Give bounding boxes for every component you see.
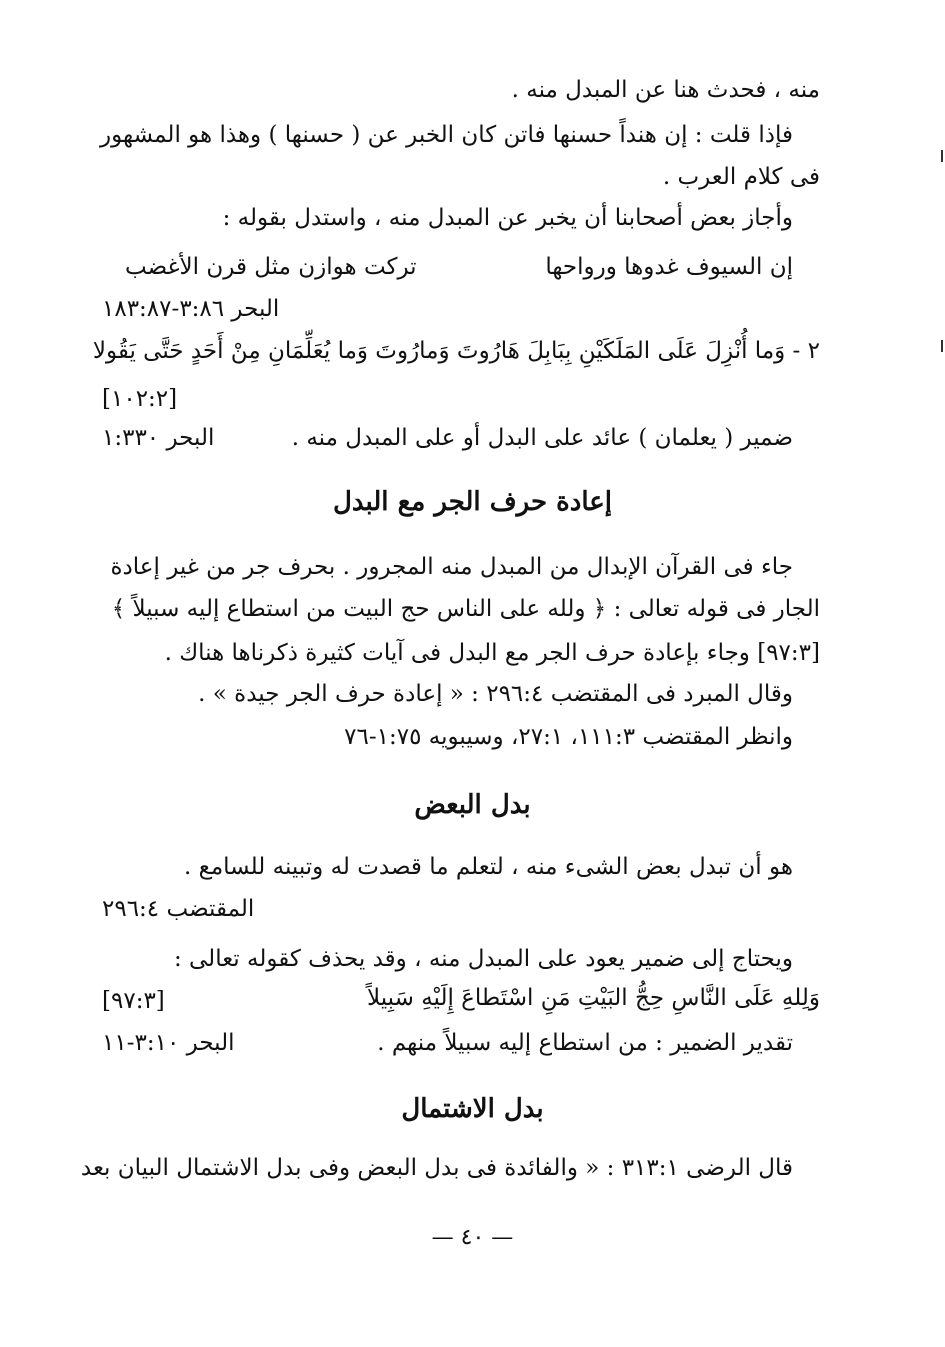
text-line: قال الرضى ٣١٣:١ : « والفائدة فى بدل البعض وفى بدل الاشتمال البيان بعد (80, 1155, 793, 1181)
text-line: [٩٧:٣] وجاء بإعادة حرف الجر مع البدل فى آيات كثيرة ذكرناها هناك . (164, 640, 820, 666)
text-line: هو أن تبدل بعض الشىء منه ، لتعلم ما قصدت له وتبينه للسامع . (183, 854, 793, 880)
text-line: وقال المبرد فى المقتضب ٢٩٦:٤ : « إعادة حرف الجر جيدة » . (198, 681, 793, 707)
text-line: الجار فى قوله تعالى : ﴿ ولله على الناس حج البيت من استطاع إليه سبيلاً ﴾ (111, 596, 820, 622)
quran-verse-line: ٢ - وَما أُنْزِلَ عَلَى المَلَكَيْنِ بِبَابِلَ هَارُوتَ وَمارُوتَ وَما يُعَلِّمَانِ مِنْ أَحَدٍ حَتَّى يَقُولا (92, 338, 820, 364)
text-line: وانظر المقتضب ١١١:٣، ٢٧:١، وسيبويه ١:٧٥-٧٦ (344, 724, 793, 750)
text-line: وأجاز بعض أصحابنا أن يخبر عن المبدل منه ، واستدل بقوله : (222, 205, 793, 231)
quran-verse-line: وَلِلهِ عَلَى النَّاسِ حِجُّ البَيْتِ مَنِ اسْتَطاعَ إِلَيْهِ سَبِيلاً (367, 985, 820, 1011)
text-line: جاء فى القرآن الإبدال من المبدل منه المجرور . بحرف جر من غير إعادة (110, 554, 793, 580)
text-line: تقدير الضمير : من استطاع إليه سبيلاً منهم . (377, 1030, 793, 1056)
reference: البحر ٣:١٠-١١ (102, 1030, 235, 1056)
reference: البحر ٣:٨٦-١٨٣:٨٧ (102, 296, 280, 322)
verse-hemistich-first: إن السيوف غدوها ورواحها (545, 254, 793, 280)
text-line: ويحتاج إلى ضمير يعود على المبدل منه ، وقد يحذف كقوله تعالى : (173, 946, 793, 972)
section-heading: إعادة حرف الجر مع البدل (332, 487, 612, 517)
reference: البحر ١:٣٣٠ (102, 425, 215, 451)
reference: [٩٧:٣] (102, 988, 165, 1014)
verse-hemistich-second: تركت هوازن مثل قرن الأغضب (125, 254, 417, 280)
text-line: ضمير ( يعلمان ) عائد على البدل أو على المبدل منه . (291, 425, 793, 451)
text-line: منه ، فحدث هنا عن المبدل منه . (511, 77, 820, 103)
scan-mark (941, 150, 943, 162)
section-heading: بدل الاشتمال (401, 1094, 544, 1124)
page-number: — ٤٠ — (431, 1225, 514, 1250)
scan-mark (941, 340, 943, 352)
text-line: فإذا قلت : إن هنداً حسنها فاتن كان الخبر عن ( حسنها ) وهذا هو المشهور (100, 122, 793, 148)
section-heading: بدل البعض (414, 790, 531, 820)
text-line: فى كلام العرب . (662, 164, 820, 190)
reference: المقتضب ٢٩٦:٤ (102, 896, 255, 922)
reference: [١٠٢:٢] (102, 386, 178, 412)
